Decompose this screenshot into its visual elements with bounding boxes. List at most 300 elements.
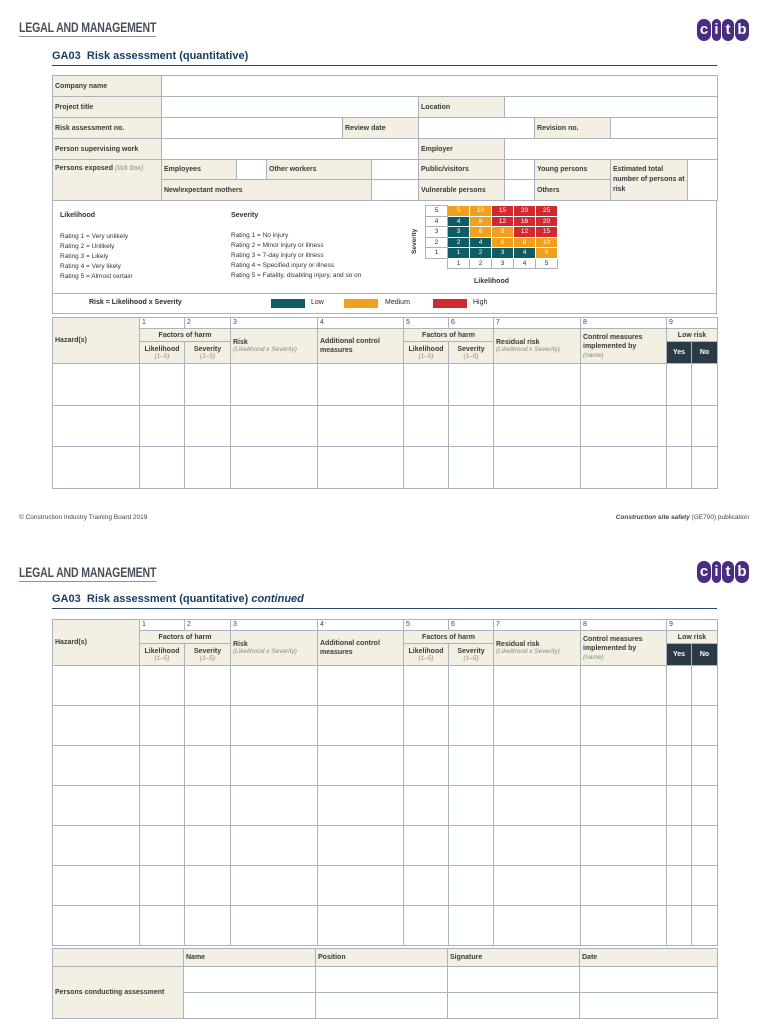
- severity-header-text: Severity: [457, 647, 485, 655]
- hazard-cell[interactable]: [449, 666, 494, 706]
- severity-tick: 4: [426, 216, 448, 227]
- hazard-cell[interactable]: [53, 826, 140, 866]
- severity-header-text: Severity: [193, 647, 222, 655]
- likelihood-header-text: Likelihood: [144, 647, 180, 655]
- sign-name-field[interactable]: [184, 993, 316, 1019]
- project-title-field[interactable]: [162, 97, 419, 118]
- severity-title: Severity: [231, 212, 259, 219]
- hazard-row: [53, 706, 718, 746]
- hazards-header: Hazard(s): [53, 318, 140, 364]
- publication-title: Construction site safety: [615, 514, 690, 521]
- low-label: Low: [311, 299, 324, 306]
- factors-of-harm-header: Factors of harm: [140, 631, 231, 644]
- revision-no-label: Revision no.: [535, 118, 611, 139]
- section-header-2: LEGAL AND MANAGEMENT: [19, 565, 157, 580]
- residual-severity-header: [449, 644, 494, 666]
- page-title-2: [52, 593, 304, 605]
- hazard-cell[interactable]: [231, 906, 318, 946]
- publication-note: [616, 514, 749, 521]
- citb-logo-2: [697, 561, 749, 583]
- persons-exposed-text: Persons exposed: [55, 165, 113, 172]
- hazard-row: [53, 906, 718, 946]
- high-swatch: [433, 299, 467, 308]
- company-name-label: Company name: [53, 76, 162, 97]
- column-number: 7: [494, 620, 581, 631]
- hazard-cell[interactable]: [53, 866, 140, 906]
- matrix-cell: 4: [448, 216, 470, 227]
- column-number: 5: [404, 620, 449, 631]
- control-header-text: Control measures implemented by: [583, 333, 643, 350]
- estimated-total-field[interactable]: [688, 160, 718, 201]
- hazard-cell[interactable]: [449, 364, 494, 406]
- column-number: 1: [140, 318, 185, 329]
- severity-header-text: Severity: [193, 345, 222, 353]
- range-note: (1–5): [154, 352, 170, 360]
- hazard-cell[interactable]: [494, 666, 581, 706]
- hazard-cell[interactable]: [692, 706, 718, 746]
- title-continued: continued: [251, 593, 304, 605]
- title-code: GA03: [52, 50, 81, 62]
- hazard-cell[interactable]: [53, 666, 140, 706]
- matrix-cell: 25: [536, 206, 558, 217]
- young-persons-label: Young persons: [535, 160, 611, 180]
- hazard-cell[interactable]: [449, 866, 494, 906]
- likelihood-rating: Rating 3 = Likely: [60, 253, 109, 260]
- new-expectant-checkbox[interactable]: [372, 180, 419, 201]
- hazard-row: [53, 405, 718, 447]
- title-text: Risk assessment (quantitative): [86, 50, 249, 62]
- hazard-cell[interactable]: [667, 666, 692, 706]
- hazard-cell[interactable]: [140, 364, 185, 406]
- hazard-cell[interactable]: [140, 866, 185, 906]
- hazard-cell[interactable]: [667, 746, 692, 786]
- column-number: 8: [581, 620, 667, 631]
- hazard-cell[interactable]: [140, 447, 185, 489]
- matrix-cell: 12: [492, 216, 514, 227]
- medium-swatch: [344, 299, 378, 308]
- hazard-cell[interactable]: [667, 866, 692, 906]
- hazard-cell[interactable]: [494, 786, 581, 826]
- hazard-cell[interactable]: [494, 447, 581, 489]
- range-note: (1–5): [418, 654, 434, 662]
- likelihood-ratings: [60, 232, 132, 282]
- hazard-cell[interactable]: [494, 906, 581, 946]
- hazard-cell[interactable]: [404, 447, 449, 489]
- hazard-cell[interactable]: [449, 786, 494, 826]
- likelihood-header: [140, 644, 185, 666]
- control-header-sub: (name): [583, 351, 604, 359]
- hazard-cell[interactable]: [185, 666, 231, 706]
- matrix-cell: 8: [470, 216, 492, 227]
- control-header: [581, 329, 667, 364]
- matrix-row: [426, 227, 558, 238]
- review-date-field[interactable]: [419, 118, 535, 139]
- likelihood-header: [140, 342, 185, 364]
- hazard-cell[interactable]: [185, 447, 231, 489]
- sign-blank-header: [53, 949, 184, 967]
- hazard-cell[interactable]: [185, 706, 231, 746]
- range-note: (1–5): [418, 352, 434, 360]
- title-rule: [52, 65, 717, 66]
- section-header: LEGAL AND MANAGEMENT: [19, 20, 157, 35]
- citb-logo: [697, 19, 749, 41]
- hazard-cell[interactable]: [231, 364, 318, 406]
- review-date-label: Review date: [343, 118, 419, 139]
- hazard-cell[interactable]: [581, 447, 667, 489]
- hazard-cell[interactable]: [581, 405, 667, 447]
- logo-letter: b: [735, 561, 749, 583]
- factors-of-harm-header-2: Factors of harm: [404, 329, 494, 342]
- details-table: [52, 75, 718, 201]
- hazard-cell[interactable]: [692, 786, 718, 826]
- hazard-cell[interactable]: [667, 826, 692, 866]
- severity-ratings: [231, 231, 361, 281]
- employees-checkbox[interactable]: [237, 160, 267, 180]
- hazard-cell[interactable]: [404, 666, 449, 706]
- location-label: Location: [419, 97, 505, 118]
- column-number: 4: [318, 620, 404, 631]
- hazard-cell[interactable]: [231, 706, 318, 746]
- hazard-cell[interactable]: [231, 786, 318, 826]
- hazard-cell[interactable]: [318, 666, 404, 706]
- matrix-cell: 5: [536, 248, 558, 259]
- risk-header-text: Risk: [233, 641, 248, 648]
- severity-rating: Rating 5 = Fatality, disabling injury, and so on: [231, 272, 362, 279]
- hazard-cell[interactable]: [140, 826, 185, 866]
- severity-axis-label: Severity: [411, 228, 418, 254]
- logo-letter: i: [712, 561, 721, 583]
- hazard-cell[interactable]: [449, 706, 494, 746]
- matrix-cell: 9: [492, 227, 514, 238]
- matrix-cell: 10: [536, 237, 558, 248]
- hazard-cell[interactable]: [140, 906, 185, 946]
- hazard-cell[interactable]: [53, 746, 140, 786]
- signature-table: [52, 948, 718, 1019]
- hazard-cell[interactable]: [231, 447, 318, 489]
- title-rule-2: [52, 608, 717, 609]
- company-name-field[interactable]: [162, 76, 718, 97]
- range-note: (1–5): [199, 352, 216, 360]
- yes-header: Yes: [667, 644, 692, 666]
- logo-letter: t: [722, 19, 734, 41]
- hazard-cell[interactable]: [404, 746, 449, 786]
- column-number: 5: [404, 318, 449, 329]
- sign-signature-field[interactable]: [448, 993, 580, 1019]
- hazard-cell[interactable]: [581, 364, 667, 406]
- hazard-cell[interactable]: [404, 364, 449, 406]
- hazard-cell[interactable]: [318, 447, 404, 489]
- hazard-cell[interactable]: [140, 786, 185, 826]
- hazard-cell[interactable]: [581, 706, 667, 746]
- severity-rating: Rating 2 = Minor injury or illness: [231, 242, 324, 249]
- column-number: 9: [667, 620, 718, 631]
- hazard-cell[interactable]: [581, 666, 667, 706]
- matrix-cell: 6: [492, 237, 514, 248]
- range-note: (1–5): [463, 352, 479, 360]
- matrix-cell: 16: [514, 216, 536, 227]
- hazard-cell[interactable]: [404, 826, 449, 866]
- column-number: 7: [494, 318, 581, 329]
- vulnerable-checkbox[interactable]: [505, 180, 535, 201]
- likelihood-rating: Rating 1 = Very unlikely: [60, 233, 129, 240]
- hazard-cell[interactable]: [667, 786, 692, 826]
- matrix-cell: 5: [448, 206, 470, 217]
- hazard-cell[interactable]: [185, 405, 231, 447]
- hazard-cell[interactable]: [404, 405, 449, 447]
- sign-position-field[interactable]: [316, 993, 448, 1019]
- column-number: 6: [449, 620, 494, 631]
- column-number: 1: [140, 620, 185, 631]
- sign-date-field[interactable]: [580, 967, 718, 993]
- residual-severity-header: [449, 342, 494, 364]
- matrix-cell: 10: [470, 206, 492, 217]
- risk-legend: [52, 200, 717, 294]
- risk-matrix: [425, 205, 558, 269]
- risk-header: [231, 329, 318, 364]
- hazard-cell[interactable]: [53, 364, 140, 406]
- hazard-cell[interactable]: [185, 906, 231, 946]
- hazard-cell[interactable]: [581, 826, 667, 866]
- public-visitors-label: Public/visitors: [419, 160, 505, 180]
- residual-header-text: Residual risk: [496, 339, 540, 346]
- new-expectant-label: New/expectant mothers: [162, 180, 372, 201]
- severity-tick: 2: [426, 237, 448, 248]
- sign-name-field[interactable]: [184, 967, 316, 993]
- high-label: High: [473, 299, 488, 306]
- control-header-sub: (name): [583, 653, 604, 661]
- severity-rating: Rating 4 = Specified injury or illness: [231, 262, 335, 269]
- likelihood-title: Likelihood: [60, 212, 95, 219]
- hazard-cell[interactable]: [318, 866, 404, 906]
- hazard-cell[interactable]: [449, 826, 494, 866]
- hazard-cell[interactable]: [494, 364, 581, 406]
- column-number: 9: [667, 318, 718, 329]
- low-risk-header: Low risk: [667, 329, 718, 342]
- hazard-cell[interactable]: [53, 906, 140, 946]
- medium-label: Medium: [385, 299, 410, 306]
- sign-position-field[interactable]: [316, 967, 448, 993]
- hazard-cell[interactable]: [318, 906, 404, 946]
- hazard-cell[interactable]: [404, 866, 449, 906]
- hazard-cell[interactable]: [231, 866, 318, 906]
- matrix-row: [426, 237, 558, 248]
- severity-header: [185, 342, 231, 364]
- column-number: 2: [185, 620, 231, 631]
- public-visitors-checkbox[interactable]: [505, 160, 535, 180]
- matrix-cell: 4: [470, 237, 492, 248]
- estimated-total-label: Estimated total number of persons at risk: [611, 160, 688, 201]
- column-number: 3: [231, 620, 318, 631]
- likelihood-header-text: Likelihood: [408, 345, 444, 353]
- matrix-cell: 8: [514, 237, 536, 248]
- hazard-cell[interactable]: [581, 786, 667, 826]
- hazard-cell[interactable]: [53, 405, 140, 447]
- column-number: 4: [318, 318, 404, 329]
- hazard-cell[interactable]: [692, 364, 718, 406]
- matrix-cell: 2: [470, 248, 492, 259]
- hazard-row: [53, 866, 718, 906]
- other-workers-checkbox[interactable]: [372, 160, 419, 180]
- low-risk-header: Low risk: [667, 631, 718, 644]
- hazard-cell[interactable]: [692, 746, 718, 786]
- publication-code: (GE700) publication: [689, 514, 749, 521]
- location-field[interactable]: [505, 97, 718, 118]
- hazard-cell[interactable]: [667, 447, 692, 489]
- severity-rating: Rating 3 = 7-day injury or illness: [231, 252, 324, 259]
- column-number: 2: [185, 318, 231, 329]
- hazard-cell[interactable]: [231, 405, 318, 447]
- hazard-cell[interactable]: [667, 364, 692, 406]
- hazard-cell[interactable]: [692, 405, 718, 447]
- tick-box-note: (tick box): [114, 165, 144, 172]
- likelihood-axis-label: Likelihood: [474, 278, 509, 285]
- logo-letter: i: [712, 19, 721, 41]
- control-header: [581, 631, 667, 666]
- hazard-cell[interactable]: [667, 706, 692, 746]
- hazards-header: Hazard(s): [53, 620, 140, 666]
- employees-label: Employees: [162, 160, 237, 180]
- copyright: © Construction Industry Training Board 2019: [19, 514, 148, 521]
- hazard-cell[interactable]: [692, 906, 718, 946]
- hazard-grid: [52, 619, 718, 946]
- logo-letter: c: [697, 561, 711, 583]
- matrix-row: [426, 248, 558, 259]
- risk-assessment-no-label: Risk assessment no.: [53, 118, 162, 139]
- risk-header: [231, 631, 318, 666]
- hazard-cell[interactable]: [318, 826, 404, 866]
- hazard-cell[interactable]: [692, 447, 718, 489]
- matrix-cell: 3: [448, 227, 470, 238]
- hazard-cell[interactable]: [140, 666, 185, 706]
- hazard-cell[interactable]: [318, 405, 404, 447]
- likelihood-tick: 1: [448, 258, 470, 269]
- hazard-cell[interactable]: [404, 706, 449, 746]
- hazard-cell[interactable]: [667, 405, 692, 447]
- yes-header: Yes: [667, 342, 692, 364]
- column-number: 3: [231, 318, 318, 329]
- hazard-cell[interactable]: [185, 746, 231, 786]
- hazard-row: [53, 826, 718, 866]
- residual-header: [494, 329, 581, 364]
- likelihood-rating: Rating 4 = Very likely: [60, 263, 121, 270]
- hazard-cell[interactable]: [494, 866, 581, 906]
- risk-header-sub: (Likelihood x Severity): [233, 346, 297, 353]
- hazard-cell[interactable]: [140, 746, 185, 786]
- matrix-cell: 6: [470, 227, 492, 238]
- hazard-row: [53, 364, 718, 406]
- severity-rating: Rating 1 = No injury: [231, 232, 289, 239]
- hazard-cell[interactable]: [185, 826, 231, 866]
- severity-header-text: Severity: [457, 345, 485, 353]
- column-number: 6: [449, 318, 494, 329]
- likelihood-rating: Rating 5 = Almost certain: [60, 273, 133, 280]
- hazard-cell[interactable]: [494, 405, 581, 447]
- matrix-cell: 2: [448, 237, 470, 248]
- risk-assessment-no-field[interactable]: [162, 118, 343, 139]
- range-note: (1–5): [154, 654, 170, 662]
- control-header-text: Control measures implemented by: [583, 635, 643, 652]
- additional-header: Additional control measures: [318, 631, 404, 666]
- hazard-cell[interactable]: [140, 706, 185, 746]
- hazard-cell[interactable]: [185, 866, 231, 906]
- matrix-axis-row: [426, 258, 558, 269]
- hazard-cell[interactable]: [692, 866, 718, 906]
- hazard-cell[interactable]: [581, 746, 667, 786]
- sign-date-field[interactable]: [580, 993, 718, 1019]
- sign-signature-field[interactable]: [448, 967, 580, 993]
- title-code: GA03: [52, 593, 81, 605]
- hazard-cell[interactable]: [449, 447, 494, 489]
- hazard-cell[interactable]: [231, 666, 318, 706]
- revision-no-field[interactable]: [611, 118, 718, 139]
- hazard-cell[interactable]: [404, 906, 449, 946]
- hazard-cell[interactable]: [231, 746, 318, 786]
- severity-tick: 3: [426, 227, 448, 238]
- hazard-cell[interactable]: [231, 826, 318, 866]
- hazard-cell[interactable]: [494, 826, 581, 866]
- hazard-cell[interactable]: [449, 405, 494, 447]
- hazard-row: [53, 666, 718, 706]
- matrix-cell: 12: [514, 227, 536, 238]
- sign-position-header: Position: [316, 949, 448, 967]
- matrix-corner: [426, 258, 448, 269]
- logo-letter: c: [697, 19, 711, 41]
- hazard-row: [53, 447, 718, 489]
- matrix-cell: 15: [492, 206, 514, 217]
- severity-tick: 1: [426, 248, 448, 259]
- hazard-cell[interactable]: [449, 906, 494, 946]
- hazard-cell[interactable]: [185, 364, 231, 406]
- hazard-cell[interactable]: [692, 826, 718, 866]
- hazard-cell[interactable]: [449, 746, 494, 786]
- hazard-cell[interactable]: [185, 786, 231, 826]
- hazard-cell[interactable]: [494, 746, 581, 786]
- employer-label: Employer: [419, 139, 505, 160]
- hazard-cell[interactable]: [581, 866, 667, 906]
- no-header: No: [692, 342, 718, 364]
- logo-letter: b: [735, 19, 749, 41]
- hazard-row: [53, 746, 718, 786]
- risk-header-text: Risk: [233, 339, 248, 346]
- hazard-cell[interactable]: [140, 405, 185, 447]
- sign-signature-header: Signature: [448, 949, 580, 967]
- person-supervising-field[interactable]: [162, 139, 419, 160]
- hazard-cell[interactable]: [53, 786, 140, 826]
- hazard-cell[interactable]: [667, 906, 692, 946]
- hazard-cell[interactable]: [318, 786, 404, 826]
- matrix-row: [426, 206, 558, 217]
- hazard-cell[interactable]: [404, 786, 449, 826]
- page-title: [52, 50, 248, 62]
- severity-tick: 5: [426, 206, 448, 217]
- other-workers-label: Other workers: [267, 160, 372, 180]
- hazard-cell[interactable]: [53, 706, 140, 746]
- hazard-cell[interactable]: [53, 447, 140, 489]
- hazard-cell[interactable]: [692, 666, 718, 706]
- column-number: 8: [581, 318, 667, 329]
- employer-field[interactable]: [505, 139, 718, 160]
- hazard-cell[interactable]: [581, 906, 667, 946]
- hazard-cell[interactable]: [318, 706, 404, 746]
- hazard-cell[interactable]: [318, 364, 404, 406]
- additional-header: Additional control measures: [318, 329, 404, 364]
- hazard-cell[interactable]: [318, 746, 404, 786]
- residual-header-text: Residual risk: [496, 641, 540, 648]
- hazard-cell[interactable]: [494, 706, 581, 746]
- persons-exposed-label: [53, 160, 162, 201]
- person-supervising-label: Person supervising work: [53, 139, 162, 160]
- range-note: (1–5): [199, 654, 216, 662]
